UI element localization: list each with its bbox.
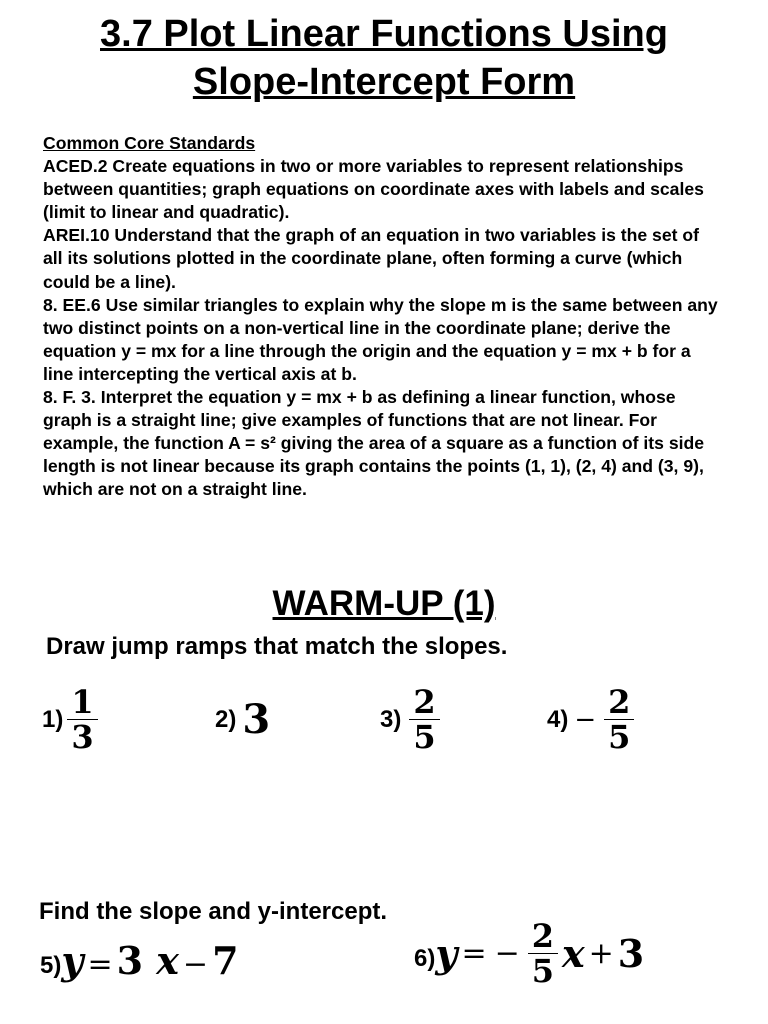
equation-expression [435, 917, 645, 990]
standard-aced2: ACED.2 Create equations in two or more variables to represent relationships between quantities; graph equations on coordinate axes with labels and scales (limit to linear and quadratic). [43, 156, 704, 223]
problem-label: 4) [547, 705, 569, 733]
coefficient: 3 [116, 938, 144, 983]
fraction-denominator: 5 [413, 718, 436, 756]
title-line-2: Slope-Intercept Form [192, 61, 576, 103]
fraction-numerator: 2 [531, 917, 554, 955]
standard-8f3: 8. F. 3. Interpret the equation y = mx + b as defining a linear function, whose graph is a straight line; give examples of functions that are not linear. For example, the function A = s² giving the area of a square as a function of its side length is not linear because its graph contains the points (1, 1), (2, 4) and (3, 9), which are not on a straight line. [43, 387, 705, 500]
page-title [0, 10, 768, 106]
variable-x: x [156, 938, 179, 983]
problem-label: 2) [215, 706, 237, 733]
slope-fraction [604, 683, 634, 756]
equation-6 [414, 917, 645, 990]
operator: − [182, 947, 209, 982]
variable-y: y [435, 931, 458, 976]
standards-heading: Common Core Standards [43, 133, 256, 153]
standards-section [43, 132, 723, 502]
operator: + [588, 936, 614, 971]
problem-label: 5) [40, 951, 62, 979]
warmup-title: WARM-UP (1) [272, 584, 496, 623]
warmup-problem-4 [547, 683, 634, 756]
fraction-denominator: 5 [531, 952, 554, 990]
find-instruction: Find the slope and y-intercept. [39, 898, 388, 925]
variable-y: y [61, 938, 84, 983]
standard-8ee6: 8. EE.6 Use similar triangles to explain why the slope m is the same between any two distinct points on a non-vertical line in the coordinate plane; derive the equation y = mx for a line through the origin and the equation y = mx + b for a line intercepting the vertical axis at b. [43, 294, 718, 384]
standard-arei10: AREI.10 Understand that the graph of an equation in two variables is the set of all its solutions plotted in the coordinate plane, often forming a curve (which could be a line). [43, 225, 699, 292]
equals-sign: = [461, 936, 487, 971]
fraction-numerator: 1 [71, 683, 94, 721]
slope-fraction [67, 683, 97, 756]
equation-5 [40, 938, 239, 983]
variable-x: x [561, 931, 585, 976]
warmup-problem-1 [42, 683, 98, 756]
fraction-numerator: 2 [413, 683, 436, 721]
equation-expression [61, 938, 238, 983]
problem-label: 6) [414, 944, 436, 972]
fraction-denominator: 5 [608, 718, 631, 756]
fraction-numerator: 2 [608, 683, 631, 721]
slope-value: 3 [242, 696, 271, 743]
minus-sign: − [494, 936, 520, 971]
slope-fraction [528, 917, 558, 990]
equals-sign: = [87, 947, 113, 982]
warmup-problem-3 [380, 683, 440, 756]
fraction-denominator: 3 [71, 718, 94, 756]
slope-fraction [409, 683, 439, 756]
problem-label: 1) [42, 705, 64, 733]
problem-label: 3) [380, 705, 402, 733]
title-line-1: 3.7 Plot Linear Functions Using [100, 13, 668, 55]
minus-sign: − [574, 704, 597, 735]
constant: 7 [212, 938, 239, 983]
constant: 3 [617, 931, 645, 976]
warmup-instruction: Draw jump ramps that match the slopes. [46, 633, 508, 660]
warmup-problem-2 [215, 696, 271, 743]
